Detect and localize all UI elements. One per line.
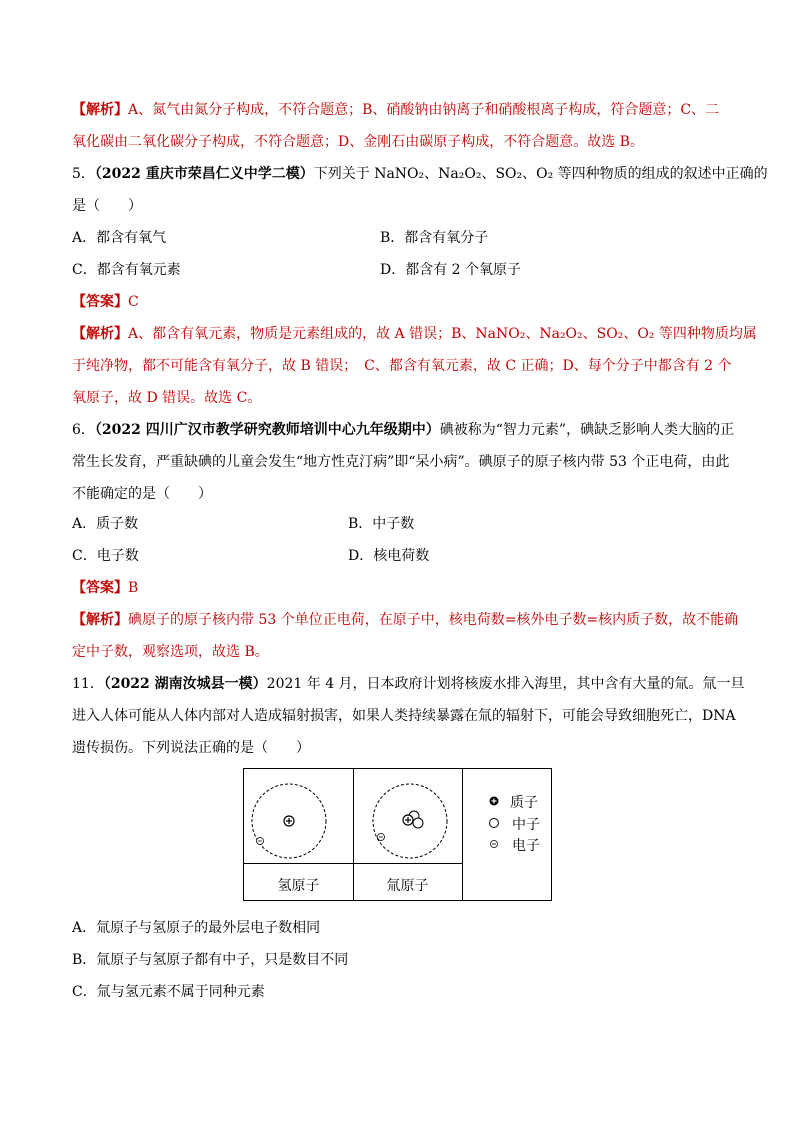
q6-stem-line3: 不能确定的是（ ） — [72, 486, 212, 502]
analysis-q4-line1: 【解析】A、氮气由氮分子构成，不符合题意；B、硝酸钠由钠离子和硝酸根离子构成，符合题意；C、二 — [72, 102, 720, 118]
answer-tag: 【答案】 — [72, 294, 128, 310]
q5-option-b: B．都含有氧分子 — [380, 230, 489, 246]
q5-stem-line1: 5．（2022 重庆市荣昌仁义中学二模）下列关于 NaNO₂、Na₂O₂、SO₂、O₂ 等四种物质的组成的叙述中正确的 — [72, 166, 768, 182]
q11-stem-line3: 遗传损伤。下列说法正确的是（ ） — [72, 740, 310, 756]
q6-stem-line2: 常生长发育，严重缺碘的儿童会发生“地方性克汀病”即“呆小病”。碘原子的原子核内带 53 个正电荷，由此 — [72, 454, 730, 470]
hydrogen-atom-model — [244, 769, 354, 864]
q6-option-d: D．核电荷数 — [348, 548, 430, 564]
q6-analysis-line2: 定中子数，观察选项，故选 B。 — [72, 644, 269, 660]
q5-number: 5． — [72, 166, 95, 182]
answer-tag: 【答案】 — [72, 580, 128, 596]
q5-stem-line2: 是（ ） — [72, 198, 142, 214]
q5-option-a: A．都含有氧气 — [72, 230, 167, 246]
legend-icons — [484, 793, 504, 863]
q6-option-c: C．电子数 — [72, 548, 139, 564]
q5-source: （2022 重庆市荣昌仁义中学二模） — [94, 166, 314, 182]
q6-answer — [72, 578, 138, 598]
q6-analysis-line1: 【解析】碘原子的原子核内带 53 个单位正电荷，在原子中，核电荷数=核外电子数=核内质子数，故不能确 — [72, 612, 739, 628]
q6-stem-line1: 6．（2022 四川广汉市教学研究教师培训中心九年级期中）碘被称为“智力元素”，碘缺乏影响人类大脑的正 — [72, 422, 735, 438]
analysis-tag: 【解析】 — [72, 326, 128, 342]
q5-analysis-line3: 氧原子，故 D 错误。故选 C。 — [72, 390, 262, 406]
analysis-tag: 【解析】 — [72, 102, 128, 118]
q5-option-d: D．都含有 2 个氧原子 — [380, 262, 522, 278]
q11-stem-line2: 进入人体可能从人体内部对人造成辐射损害，如果人类持续暴露在氚的辐射下，可能会导致细胞死亡，DNA — [72, 708, 736, 724]
legend-neutron-label: 中子 — [512, 817, 540, 833]
hydrogen-atom-label: 氢原子 — [277, 878, 320, 894]
q6-number: 6． — [72, 422, 95, 438]
q11-option-b: B．氚原子与氢原子都有中子，只是数目不同 — [72, 952, 349, 968]
analysis-tag: 【解析】 — [72, 612, 128, 628]
tritium-atom-label: 氚原子 — [386, 878, 429, 894]
q6-source: （2022 四川广汉市教学研究教师培训中心九年级期中） — [94, 422, 440, 438]
q6-option-a: A．质子数 — [72, 516, 139, 532]
q11-option-a: A．氚原子与氢原子的最外层电子数相同 — [72, 920, 321, 936]
q5-answer — [72, 292, 139, 312]
q5-analysis-line2: 于纯净物，都不可能含有氧分子，故 B 错误； C、都含有氧元素，故 C 正确；D、每个分子中都含有 2 个 — [72, 358, 732, 374]
legend-electron-label: 电子 — [512, 838, 540, 854]
q6-answer-value: B — [128, 580, 139, 596]
analysis-q4-line2: 氧化碳由二氧化碳分子构成，不符合题意；D、金刚石由碳原子构成，不符合题意。故选 B。 — [72, 134, 644, 150]
tritium-atom-model — [353, 769, 463, 864]
legend-proton-label: 质子 — [510, 795, 538, 811]
q11-stem-line1: 11．（2022 湖南汝城县一模）2021 年 4 月，日本政府计划将核废水排入海里，其中含有大量的氚。氚一旦 — [72, 676, 745, 692]
q11-option-c: C．氚与氢元素不属于同种元素 — [72, 984, 265, 1000]
atom-diagram — [243, 768, 552, 901]
q11-number: 11． — [72, 676, 104, 692]
q6-option-b: B．中子数 — [348, 516, 415, 532]
q5-answer-value: C — [128, 294, 139, 310]
q11-source: （2022 湖南汝城县一模） — [103, 676, 267, 692]
q5-analysis-line1: 【解析】A、都含有氧元素，物质是元素组成的，故 A 错误；B、NaNO₂、Na₂O₂、SO₂、O₂ 等四种物质均属 — [72, 326, 757, 342]
q5-option-c: C．都含有氧元素 — [72, 262, 181, 278]
